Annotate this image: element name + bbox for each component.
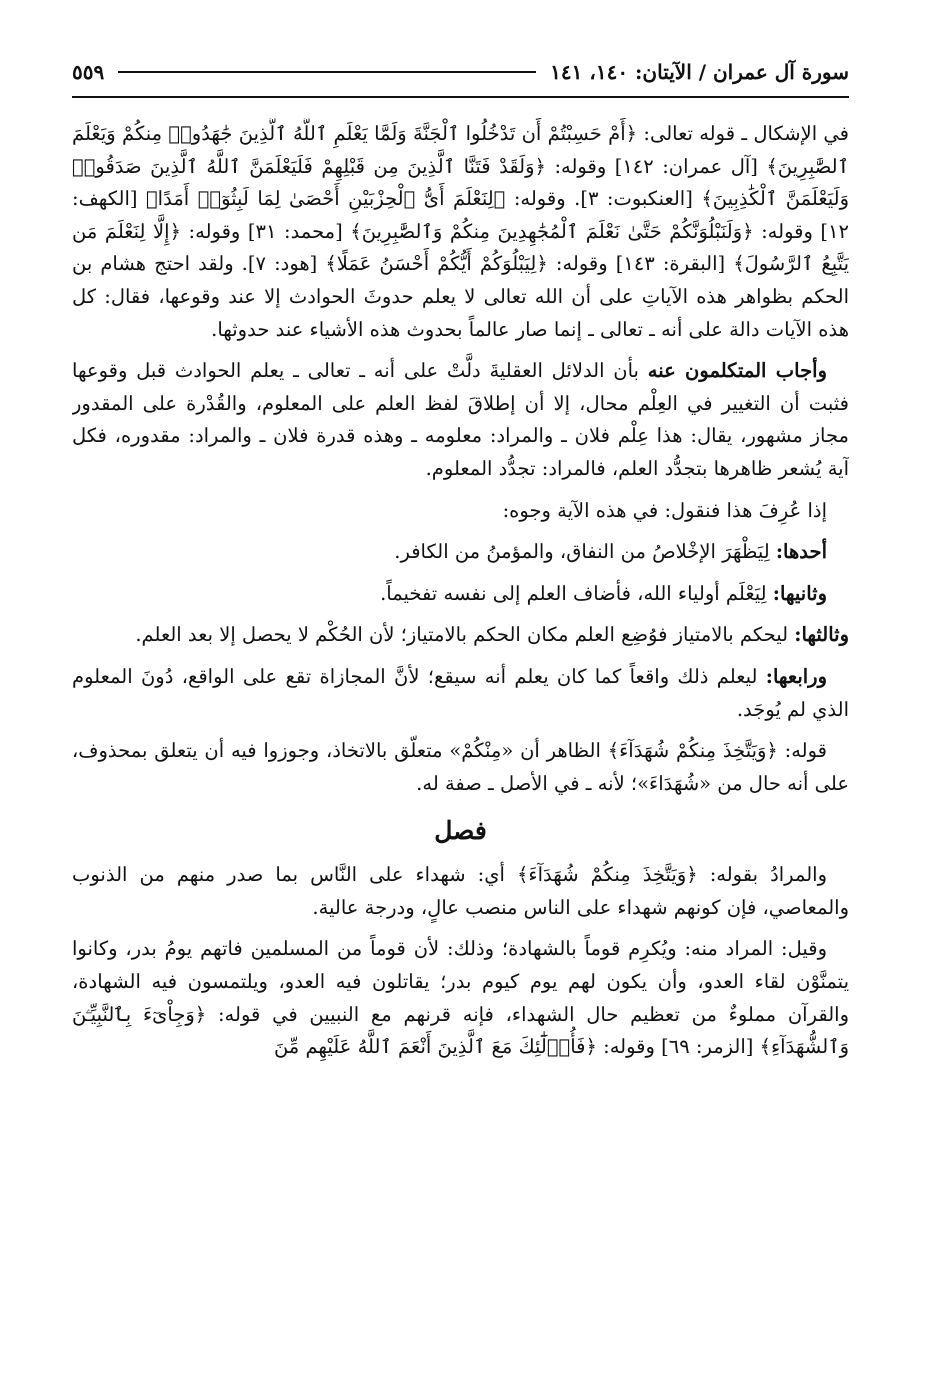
running-header xyxy=(72,52,849,92)
paragraph-1: في الإشكال ـ قوله تعالى: ﴿أَمْ حَسِبْتُمْ أَن تَدْخُلُوا ٱلْجَنَّةَ وَلَمَّا يَعْلَمِ ٱللَّهُ ٱلَّذِينَ جَٰهَدُوا۟ مِنكُمْ وَيَعْلَمَ ٱلصَّٰبِرِينَ﴾ [آل عمران: ١٤٢] وقوله: ﴿وَلَقَدْ فَتَنَّا ٱلَّذِينَ مِن قَبْلِهِمْ فَلَيَعْلَمَنَّ ٱللَّهُ ٱلَّذِينَ صَدَقُوا۟ وَلَيَعْلَمَنَّ ٱلْكَٰذِبِينَ﴾ [العنكبوت: ٣]. وقوله: ﴿لِنَعْلَمَ أَىُّ ٱلْحِزْبَيْنِ أَحْصَىٰ لِمَا لَبِثُوٓا۟ أَمَدًا﴾ [الكهف: ١٢] وقوله: ﴿وَلَنَبْلُوَنَّكُمْ حَتَّىٰ نَعْلَمَ ٱلْمُجَٰهِدِينَ مِنكُمْ وَٱلصَّٰبِرِينَ﴾ [محمد: ٣١] وقوله: ﴿إِلَّا لِنَعْلَمَ مَن يَتَّبِعُ ٱلرَّسُولَ﴾ [البقرة: ١٤٣] وقوله: ﴿لِيَبْلُوَكُمْ أَيُّكُمْ أَحْسَنُ عَمَلًا﴾ [هود: ٧]. ولقد احتج هشام بن الحكم بظواهر هذه الآياتِ على أن الله تعالى لا يعلم حدوثَ الحوادث إلا عند وقوعها، فقال: كل هذه الآيات دالة على أنه ـ تعالى ـ إنما صار عالماً بحدوث هذه الأشياء عند حدوثها. xyxy=(72,122,849,341)
paragraph-5 xyxy=(72,578,849,611)
header-title: سورة آل عمران / الآيتان: ١٤٠، ١٤١ xyxy=(550,60,849,84)
paragraph-7-text: ليعلم ذلك واقعاً كما كان يعلم أنه سيقع؛ لأنَّ المجازاة تقع على الواقع، دُونَ المعلوم الذي لم يُوجَد. xyxy=(72,664,849,721)
header-rule xyxy=(72,96,849,98)
header-leader-line xyxy=(118,71,536,73)
paragraph-5-lead: وثانيها: xyxy=(772,581,827,605)
page-number: ٥٥٩ xyxy=(72,60,105,84)
paragraph-3: إذا عُرِفَ هذا فنقول: في هذه الآية وجوه: xyxy=(502,498,827,522)
paragraph-4 xyxy=(72,536,849,569)
paragraph-7 xyxy=(72,661,849,726)
paragraph-5-text: لِيَعْلَم أولياء الله، فأضاف العلم إلى نفسه تفخيماً. xyxy=(380,581,773,605)
body-text xyxy=(72,118,849,1357)
paragraph-8: قوله: ﴿وَيَتَّخِذَ مِنكُمْ شُهَدَآءَ﴾ الظاهر أن «مِنْكُمْ» متعلّق بالاتخاذ، وجوزوا فيه أن يتعلق بمحذوف، على أنه حال من «شُهَدَاءَ»؛ لأنه ـ في الأصل ـ صفة له. xyxy=(72,739,849,795)
paragraph-6-lead: وثالثها: xyxy=(794,623,849,647)
paragraph-4-text: لِيَظْهَرَ الإخْلاصُ من النفاق، والمؤمنُ من الكافر. xyxy=(394,540,776,564)
paragraph-2 xyxy=(72,355,849,485)
paragraph-6 xyxy=(72,619,849,652)
paragraph-2-lead: وأجاب المتكلمون عنه xyxy=(647,359,827,383)
paragraph-6-text: ليحكم بالامتياز فوُضِع العلم مكان الحكم بالامتياز؛ لأن الحُكْم لا يحصل إلا بعد العلم. xyxy=(135,623,795,647)
paragraph-4-lead: أحدها: xyxy=(775,540,827,564)
paragraph-2-text: بأن الدلائل العقليةَ دلَّتْ على أنه ـ تعالى ـ يعلم الحوادث قبل وقوعها فثبت أن التغيير في العِلْم محال، إلا أن إطلاقَ لفظ العلم على المعلوم، والقُدْرة على المقدور مجاز مشهور، يقال: هذا عِلْم فلان ـ والمراد: معلومه ـ وهذه قدرة فلان ـ والمراد: مقدوره، فكل آية يُشعر ظاهرها بتجدُّد العلم، فالمراد: تجدُّد المعلوم. xyxy=(72,359,849,480)
paragraph-10: وقيل: المراد منه: ويُكرِم قوماً بالشهادة؛ وذلك: لأن قوماً من المسلمين فاتهم يومُ بدر، وكانوا يتمنَّوْن لقاء العدو، وأن يكون لهم يوم كيوم بدر؛ يقاتلون فيه العدو، ويلتمسون فيه الشهادة، والقرآن مملوءٌ من تعظيم حال الشهداء، فإنه قرنهم مع النبيين في قوله: ﴿وَجِاْىٓءَ بِٱلنَّبِيِّـۧنَ وَٱلشُّهَدَآءِ﴾ [الزمر: ٦٩] وقوله: ﴿فَأُو۟لَٰٓئِكَ مَعَ ٱلَّذِينَ أَنْعَمَ ٱللَّهُ عَلَيْهِم مِّنَ xyxy=(72,937,849,1059)
section-heading: فصل xyxy=(434,816,487,846)
paragraph-7-lead: ورابعها: xyxy=(765,664,827,688)
paragraph-9: والمرادُ بقوله: ﴿وَيَتَّخِذَ مِنكُمْ شُهَدَآءَ﴾ أي: شهداء على النَّاس بما صدر منهم من الذنوب والمعاصي، فإن كونهم شهداء على الناس منصب عالٍ، ودرجة عالية. xyxy=(72,863,849,919)
